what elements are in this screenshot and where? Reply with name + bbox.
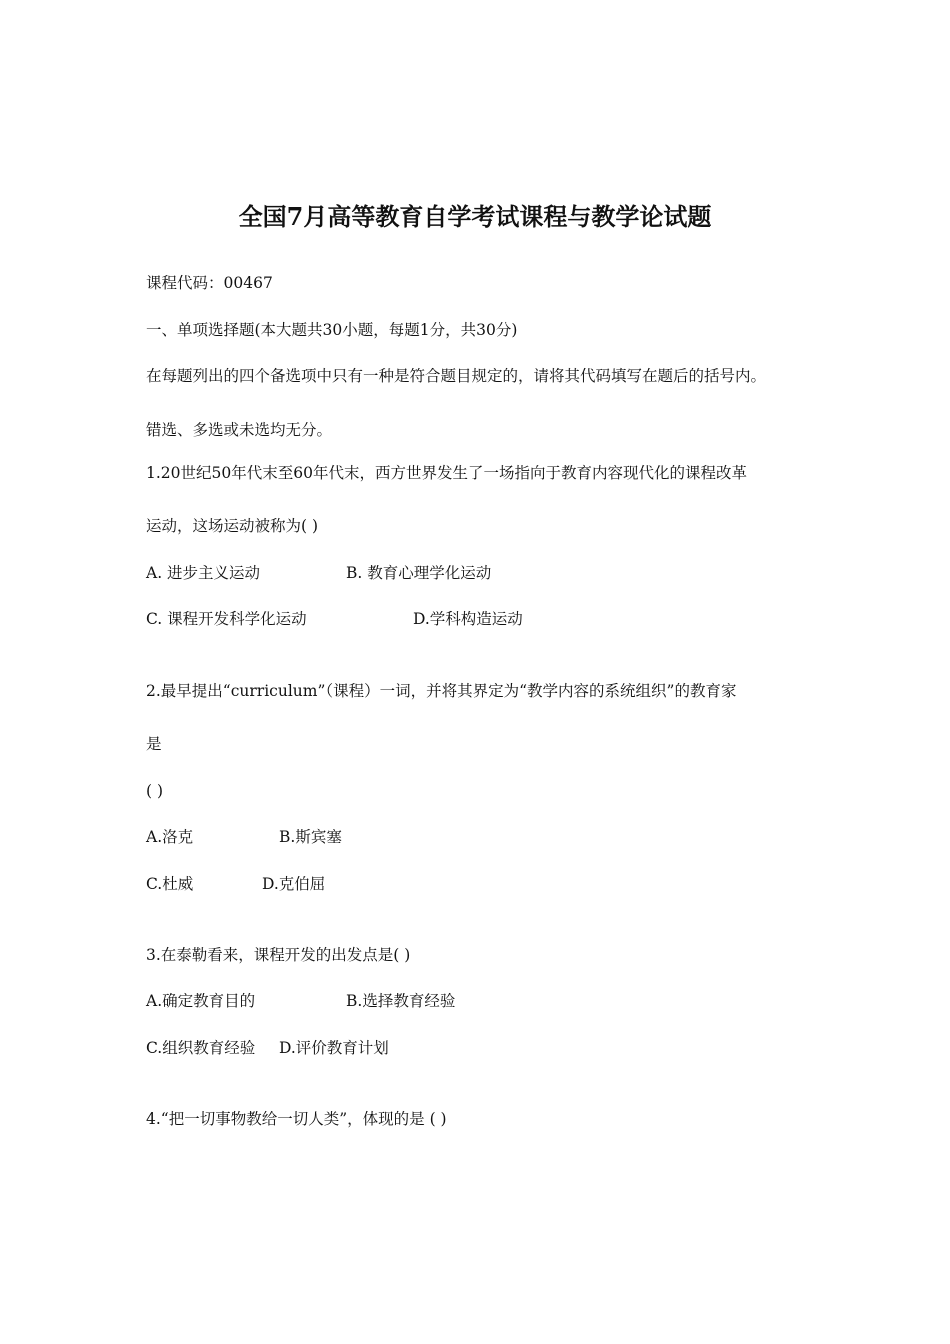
question-1-option-a: A. 进步主义运动 xyxy=(146,564,261,582)
question-1-option-d: D.学科构造运动 xyxy=(413,610,523,628)
question-2-stem-line3: ( ) xyxy=(146,782,164,800)
question-1-stem-line2: 运动，这场运动被称为( ) xyxy=(146,517,319,535)
question-3-option-a: A.确定教育目的 xyxy=(146,992,256,1010)
question-1-option-b: B. 教育心理学化运动 xyxy=(346,564,492,582)
question-3-option-c: C.组织教育经验 xyxy=(146,1039,256,1057)
question-4-stem-line1: 4.“把一切事物教给一切人类”，体现的是 ( ) xyxy=(146,1110,447,1128)
question-3-stem-line1: 3.在泰勒看来，课程开发的出发点是( ) xyxy=(146,946,411,964)
question-2-option-a: A.洛克 xyxy=(146,828,194,846)
section-heading: 一、单项选择题(本大题共30小题，每题1分，共30分) xyxy=(146,321,518,339)
question-1-stem-line1: 1.20世纪50年代末至60年代末，西方世界发生了一场指向于教育内容现代化的课程改革 xyxy=(146,464,747,482)
course-code: 课程代码：00467 xyxy=(146,274,273,292)
question-3-option-d: D.评价教育计划 xyxy=(279,1039,389,1057)
section-instruction-1: 在每题列出的四个备选项中只有一种是符合题目规定的，请将其代码填写在题后的括号内。 xyxy=(146,367,767,385)
section-instruction-2: 错选、多选或未选均无分。 xyxy=(146,421,333,439)
question-1-option-c: C. 课程开发科学化运动 xyxy=(146,610,307,628)
question-2-option-d: D.克伯屈 xyxy=(262,875,326,893)
question-2-stem-line1: 2.最早提出“curriculum”（课程）一词，并将其界定为“教学内容的系统组织”的教育家 xyxy=(146,682,737,700)
question-2-stem-line2: 是 xyxy=(146,735,162,753)
question-2-option-b: B.斯宾塞 xyxy=(279,828,342,846)
page-title: 全国7月高等教育自学考试课程与教学论试题 xyxy=(238,202,712,231)
question-3-option-b: B.选择教育经验 xyxy=(346,992,456,1010)
question-2-option-c: C.杜威 xyxy=(146,875,194,893)
